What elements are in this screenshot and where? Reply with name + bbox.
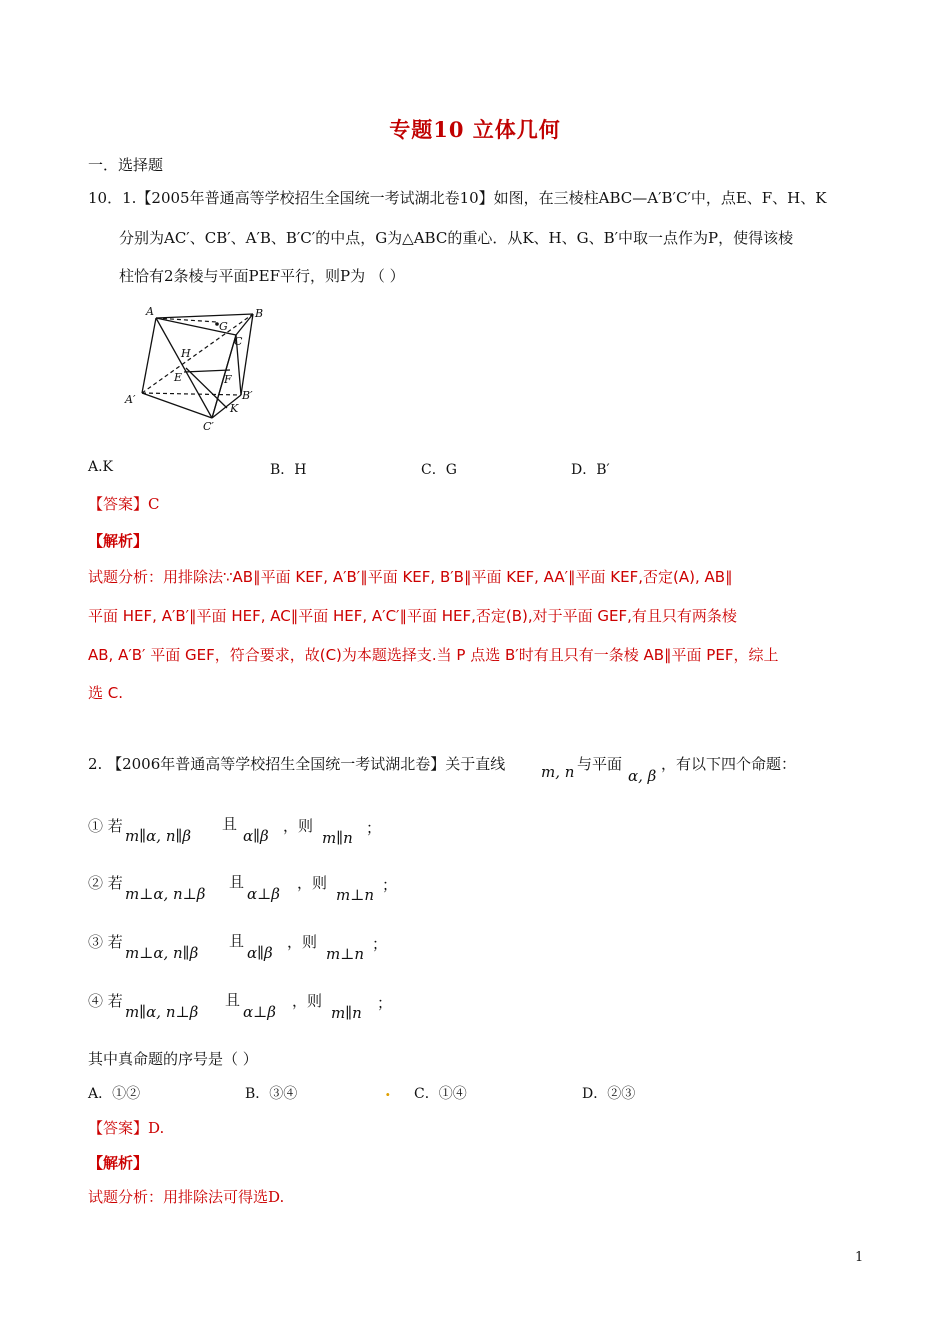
label-g: G	[219, 320, 228, 333]
q1-analysis-label: 【解析】	[88, 532, 149, 550]
prop-2-then: ，则	[297, 874, 328, 892]
prop-1-cond2: α∥β	[243, 827, 269, 845]
prop-1-num: ① 若	[88, 817, 123, 835]
prop-1-conclusion: m∥n	[322, 829, 353, 847]
line-a1b-hidden	[142, 314, 253, 393]
q1-answer: 【答案】C	[88, 495, 160, 513]
prop-2-conclusion: m⊥n	[336, 886, 374, 904]
prop-3-then: ，则	[287, 933, 318, 951]
label-c: C	[234, 335, 243, 348]
q1-stem-line-2: 分别为AC′、CB′、A′B、B′C′的中点，G为△ABC的重心．从K、H、G、B′中取一点作为P，使得该棱	[119, 229, 794, 247]
q2-question: 其中真命题的序号是（ ）	[88, 1050, 258, 1068]
label-c1: C′	[203, 420, 214, 433]
q1-choice-b: B．H	[270, 462, 307, 478]
prop-1-then: ，则	[283, 817, 314, 835]
q2-stem-planes: α, β	[628, 767, 657, 785]
section-heading: 一．选择题	[88, 156, 164, 174]
line-ac1	[156, 318, 212, 418]
q2-answer: 【答案】D.	[88, 1119, 165, 1137]
prop-3-cond2: α∥β	[247, 944, 273, 962]
prop-3-end: ；	[372, 935, 388, 953]
prop-2-cond2: α⊥β	[247, 885, 280, 903]
edge-aa1	[142, 318, 156, 393]
prop-2-cond1: m⊥α, n⊥β	[125, 885, 206, 903]
q2-analysis-label: 【解析】	[88, 1154, 149, 1172]
q1-analysis-line-3: AB, A′B′ 平面 GEF，符合要求，故(C)为本题选择支.当 P 点选 B′时有且只有一条棱 AB∥平面 PEF，综上	[88, 646, 779, 664]
q2-choice-c: C．①④	[414, 1086, 467, 1102]
label-f: F	[224, 373, 232, 386]
q2-choice-b: B．③④	[245, 1086, 298, 1102]
label-h: H	[181, 347, 191, 360]
edge-a1c1	[142, 393, 212, 418]
prop-2-end: ；	[382, 876, 398, 894]
q1-choice-a: A.K	[88, 459, 114, 475]
prism-figure	[120, 300, 280, 435]
label-e: E	[174, 371, 183, 384]
prop-3-conclusion: m⊥n	[326, 945, 364, 963]
label-b1: B′	[242, 389, 253, 402]
q1-stem-line-1: 10．1.【2005年普通高等学校招生全国统一考试湖北卷10】如图，在三棱柱ABC—A′B′C′中，点E、F、H、K	[88, 189, 827, 207]
prop-3-cond1: m⊥α, n∥β	[125, 944, 199, 962]
label-b: B	[255, 307, 264, 320]
label-a1: A′	[125, 393, 136, 406]
prop-4-end: ；	[377, 994, 393, 1012]
q1-analysis-line-4: 选 C.	[88, 684, 124, 702]
label-k: K	[230, 402, 239, 415]
prop-1-end: ；	[366, 819, 382, 837]
q1-stem-line-3: 柱恰有2条棱与平面PEF平行，则P为 （ ）	[119, 267, 405, 285]
q2-stem-suffix: ，有以下四个命题：	[661, 755, 797, 773]
stray-dot: .	[385, 1081, 391, 1100]
q2-stem-prefix: 2. 【2006年普通高等学校招生全国统一考试湖北卷】关于直线	[88, 755, 506, 773]
prop-4-num: ④ 若	[88, 992, 123, 1010]
q2-stem-lines: m, n	[541, 763, 575, 781]
prop-3-num: ③ 若	[88, 933, 123, 951]
prop-4-and: 且	[225, 991, 241, 1009]
prop-4-conclusion: m∥n	[331, 1004, 362, 1022]
edge-ab	[156, 314, 253, 318]
prop-4-cond1: m∥α, n⊥β	[125, 1003, 199, 1021]
prop-4-then: ，则	[292, 992, 323, 1010]
page-title: 专题10 立体几何	[389, 117, 561, 142]
q1-choice-c: C．G	[421, 462, 457, 478]
page-number: 1	[855, 1250, 864, 1265]
edge-a1b1-hidden	[142, 393, 241, 395]
q2-analysis: 试题分析：用排除法可得选D.	[88, 1188, 285, 1206]
q2-choice-d: D．②③	[582, 1086, 636, 1102]
prop-1-cond1: m∥α, n∥β	[125, 827, 192, 845]
q2-stem-mid: 与平面	[577, 755, 623, 773]
prop-2-num: ② 若	[88, 874, 123, 892]
label-a: A	[146, 305, 154, 318]
prop-2-and: 且	[229, 873, 245, 891]
q1-analysis-line-2: 平面 HEF, A′B′∥平面 HEF, AC∥平面 HEF, A′C′∥平面 HEF,否定(B),对于平面 GEF,有且只有两条棱	[88, 607, 737, 625]
line-ef	[184, 370, 230, 372]
q1-choice-d: D．B′	[571, 462, 610, 478]
q2-choice-a: A．①②	[88, 1086, 141, 1102]
q1-analysis-line-1: 试题分析：用排除法∵AB∥平面 KEF, A′B′∥平面 KEF, B′B∥平面 KEF, AA′∥平面 KEF,否定(A), AB∥	[88, 568, 733, 586]
prop-3-and: 且	[229, 932, 245, 950]
prop-1-and: 且	[222, 815, 238, 833]
prop-4-cond2: α⊥β	[243, 1003, 276, 1021]
